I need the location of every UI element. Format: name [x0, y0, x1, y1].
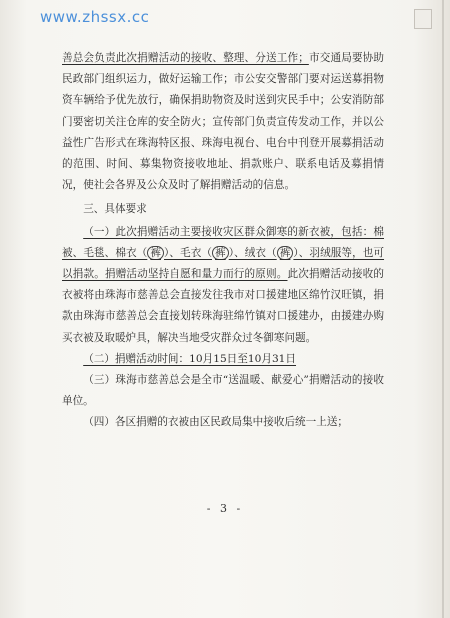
- requirement-4: （四）各区捐赠的衣被由区民政局集中接收后统一上送；: [83, 416, 349, 429]
- paragraph-responsibilities: [62, 48, 384, 196]
- underlined-text: ）、羽绒服等，也可以捐款。捐赠活动坚持自愿和量力而行的原则。: [62, 246, 385, 281]
- page-number: - 3 -: [206, 502, 244, 515]
- circled-character: 裤: [147, 246, 164, 260]
- corner-mark: [414, 9, 432, 29]
- requirement-1: [62, 222, 384, 349]
- requirement-3: （三）珠海市慈善总会是全市“送温暖、献爱心”捐赠活动的接收单位。: [62, 374, 384, 408]
- document-body: [62, 48, 384, 434]
- paragraph-text: 此次捐赠活动接收的衣被将由珠海市慈善总会直接发往我市对口援建地区绵竹汉旺镇，捐款由珠海市慈善总会直接划转珠海驻绵竹镇对口援建办，由援建办购买衣被及取暖炉具，解决当地受灾群众过冬御寒问题。: [62, 268, 384, 344]
- section-heading: 三、具体要求: [83, 203, 147, 216]
- underlined-text: ）、绒衣（: [228, 246, 277, 259]
- circled-character: 裤: [212, 246, 229, 260]
- underlined-text: （二）捐赠活动时间：10月15日至10月31日: [83, 352, 297, 365]
- page-binding-edge: [442, 0, 444, 618]
- requirement-2: [62, 349, 384, 370]
- watermark-text: www.zhssx.cc: [40, 8, 150, 26]
- paragraph-text: 市交通局要协助民政部门组织运力，做好运输工作；市公安交警部门要对运送募捐物资车辆给予优先放行，确保捐助物资及时送到灾民手中；公安消防部门要密切关注仓库的安全防火；宣传部门负责宣传发动工作，并以公益性广告形式在珠海特区报、珠海电视台、电台中刊登开展募捐活动的范围、时间、募集物资接收地址、捐款账户、联系电话及募捐情况，使社会各界及公众及时了解捐赠活动的信息。: [62, 52, 385, 192]
- underlined-text: ）、毛衣（: [164, 246, 213, 259]
- underlined-text: 善总会负责此次捐赠活动的接收、整理、分送工作；: [62, 52, 309, 64]
- circled-character: 裤: [277, 246, 294, 260]
- underlined-text: （一）此次捐赠活动主要接收灾区群众御寒的新衣被，包括：棉被、毛毯、棉衣（: [62, 225, 384, 259]
